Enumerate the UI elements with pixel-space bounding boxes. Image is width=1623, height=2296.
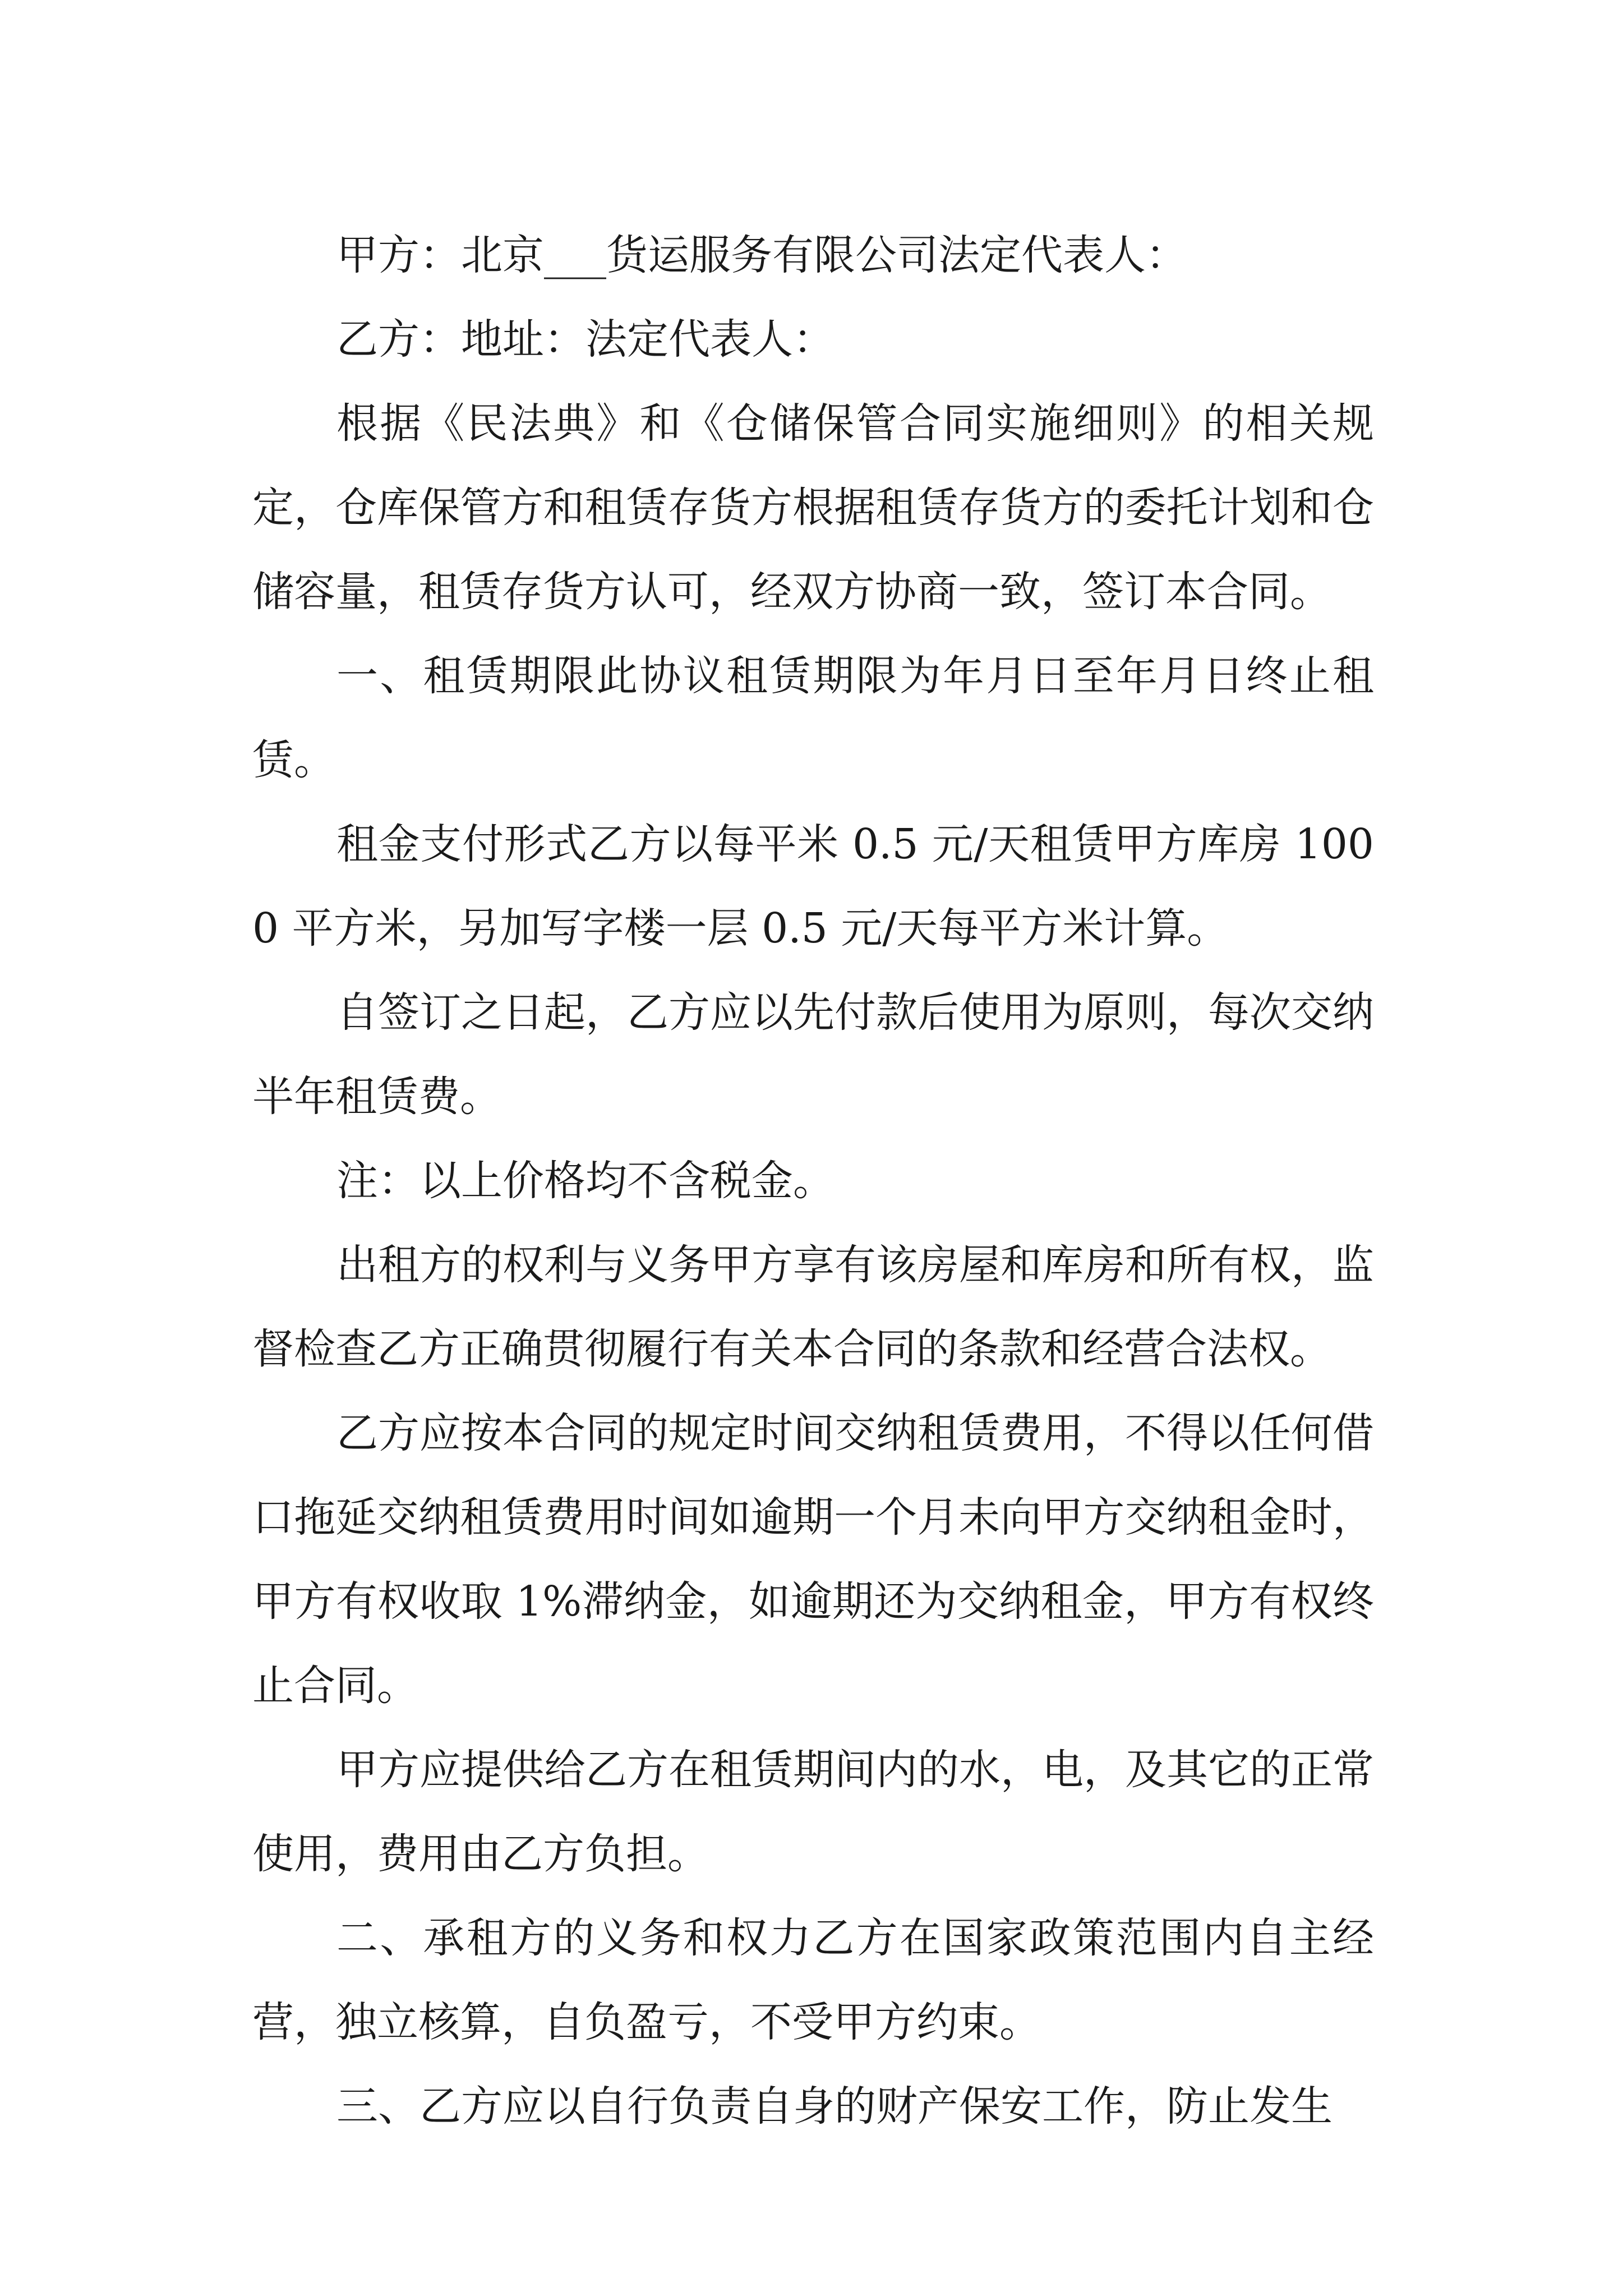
party-a-line: 甲方：北京___货运服务有限公司法定代表人： (336, 231, 1187, 279)
late-payment-paragraph: 乙方应按本合同的规定时间交纳租赁费用，不得以任何借口拖延交纳租赁费用时间如逾期一个月未向甲方交纳租金时，甲方有权收取 1%滞纳金，如逾期还为交纳租金，甲方有权终止合同。 (252, 1409, 1374, 1710)
rent-payment-paragraph: 租金支付形式乙方以每平米 0.5 元/天租赁甲方库房 1000 平方米，另加写字楼一层 0.5 元/天每平方米计算。 (252, 820, 1374, 953)
preamble-paragraph: 根据《民法典》和《仓储保管合同实施细则》的相关规定，仓库保管方和租赁存货方根据租赁存货方的委托计划和仓储容量，租赁存货方认可，经双方协商一致，签订本合同。 (252, 399, 1374, 616)
utilities-paragraph: 甲方应提供给乙方在租赁期间内的水，电，及其它的正常使用，费用由乙方负担。 (252, 1746, 1374, 1878)
party-b-line: 乙方：地址：法定代表人： (336, 315, 834, 364)
lease-term-paragraph: 一、租赁期限此协议租赁期限为年月日至年月日终止租赁。 (252, 652, 1374, 784)
payment-schedule-paragraph: 自签订之日起，乙方应以先付款后使用为原则，每次交纳半年租赁费。 (252, 988, 1374, 1121)
lessee-obligations-paragraph: 二、承租方的义务和权力乙方在国家政策范围内自主经营，独立核算，自负盈亏，不受甲方约束。 (252, 1914, 1374, 2046)
lessor-rights-paragraph: 出租方的权利与义务甲方享有该房屋和库房和所有权，监督检查乙方正确贯彻履行有关本合同的条款和经营合法权。 (252, 1241, 1374, 1373)
contract-body (252, 213, 1374, 2148)
security-paragraph: 三、乙方应以自行负责自身的财产保安工作，防止发生 (336, 2082, 1332, 2131)
tax-note-paragraph: 注：以上价格均不含税金。 (336, 1157, 834, 1205)
